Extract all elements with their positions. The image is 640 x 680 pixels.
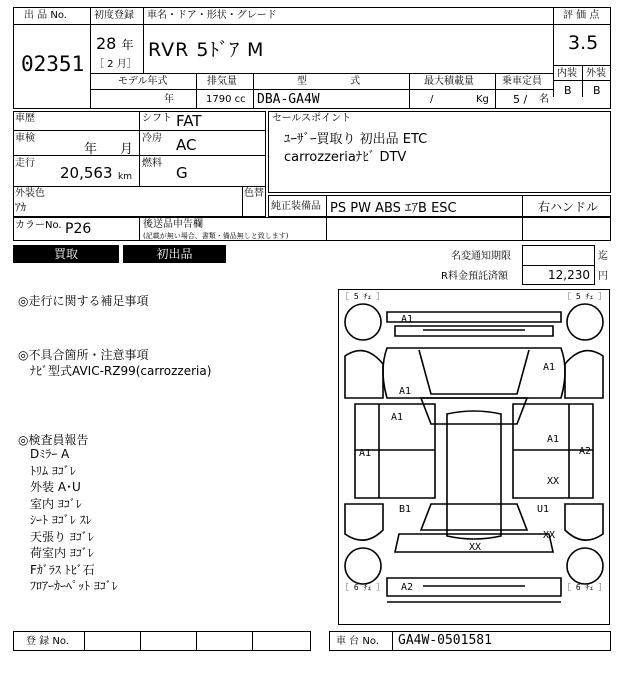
lot-no-label: 出 品 No. [24, 10, 67, 21]
flag-buy: 買取 [13, 245, 119, 263]
inspector-label: ◎検査員報告 [18, 433, 89, 447]
displacement-number: 1790 [206, 94, 232, 105]
mark-right-rear-door: XX [547, 476, 560, 487]
tire-rear-right: ［ 6 ﾁｪ ］ [563, 583, 607, 592]
lot-no: 02351 [21, 52, 85, 76]
deadline-box [522, 245, 595, 266]
color-no-value: P26 [65, 221, 92, 237]
mark-right-fender: A1 [543, 362, 556, 373]
mark-left-fender: A1 [399, 386, 412, 397]
sales-label: セールスポイント [272, 113, 352, 124]
flag-first: 初出品 [123, 245, 226, 263]
inspection-year: 年 [84, 142, 98, 157]
model-value: DBA-GA4W [257, 92, 320, 107]
mark-right-rear-xx: XX [543, 530, 556, 541]
capacity-label: 乗車定員 [502, 76, 542, 87]
inspection-label: 車検 [15, 133, 35, 144]
max-load-value: / [430, 94, 434, 105]
shift-label: シフト [142, 113, 172, 124]
driving-label: ◎走行に関する補足事項 [18, 294, 149, 308]
inspector-line: ｼｰﾄ ﾖｺﾞﾚ ｽﾚ [30, 513, 92, 527]
inspector-line: Fｶﾞﾗｽ ﾄﾋﾞ石 [30, 562, 95, 577]
sales-line-1: ﾕｰｻﾞｰ買取り 初出品 ETC [284, 132, 428, 147]
chassis-value: GA4W-0501581 [398, 633, 492, 648]
inspector-line: 室内 ﾖｺﾞﾚ [30, 496, 82, 511]
mark-front-bumper: A1 [401, 314, 414, 325]
docs-label: 後送品申告欄 [143, 219, 203, 230]
defects-line: ﾅﾋﾞ型式AVIC-RZ99(carrozzeria) [30, 364, 212, 378]
shift-value: FAT [176, 112, 202, 130]
deadline-unit: 迄 [598, 251, 608, 262]
mark-left-front-door: A1 [391, 412, 404, 423]
inspector-line: 荷室内 ﾖｺﾞﾚ [30, 546, 94, 560]
tire-front-right: ［ 5 ﾁｪ ］ [563, 292, 607, 301]
model-label: 型 式 [297, 76, 361, 87]
inspector-line: Dﾐﾗｰ A [30, 447, 70, 461]
mark-right-side: A2 [579, 446, 592, 457]
chassis-label: 車 台 No. [336, 636, 379, 647]
car-name: RVR 5ﾄﾞｱ M [148, 39, 265, 61]
fuel-label: 燃料 [142, 158, 162, 169]
first-reg-label: 初度登録 [94, 10, 134, 21]
inspector-list [30, 446, 118, 595]
mark-right-front-door: A1 [547, 434, 560, 445]
equipment-value: PS PW ABS ｴｱB ESC [330, 201, 457, 216]
ac-value: AC [176, 136, 197, 154]
car-name-label: 車名・ドア・形状・グレード [147, 10, 277, 21]
capacity-value: 5 / [513, 93, 528, 106]
inspection-month: 月 [120, 142, 134, 157]
interior-label: 内装 [557, 68, 577, 79]
deadline-label: 名変通知期限 [451, 251, 511, 262]
ac-label: 冷房 [142, 133, 162, 144]
tire-rear-left: ［ 6 ﾁｪ ］ [341, 583, 385, 592]
displacement-value [206, 94, 246, 105]
recycle-unit: 円 [598, 271, 608, 282]
recycle-value: 12,230 [548, 268, 590, 282]
recycle-label: R料金預託済額 [441, 271, 508, 282]
displacement-label: 排気量 [207, 76, 237, 87]
car-outline [339, 290, 609, 624]
defects-label: ◎不具合箇所・注意事項 [18, 348, 149, 362]
mileage-label: 走行 [15, 158, 35, 169]
score-label: 評 価 点 [563, 10, 600, 21]
car-diagram [338, 289, 610, 625]
tire-front-left: ［ 5 ﾁｪ ］ [341, 292, 385, 301]
sales-line-2: carrozzeriaﾅﾋﾞ DTV [284, 150, 407, 165]
year-unit: 年 [121, 38, 134, 52]
mileage-unit: km [118, 172, 132, 182]
mark-left-side: A1 [359, 448, 372, 459]
fuel-value: G [176, 164, 188, 182]
color-no-label: カラーNo. [15, 220, 62, 231]
mileage-value: 20,563 [60, 164, 113, 182]
inspector-line: ﾄﾘﾑ ﾖｺﾞﾚ [30, 463, 76, 478]
capacity-unit: 名 [539, 94, 549, 105]
mark-roof-rear: XX [469, 542, 482, 553]
first-reg-month: ［ 2 月］ [94, 59, 137, 70]
max-load-label: 最大積載量 [424, 76, 474, 87]
exterior-label: 外装 [586, 68, 606, 79]
first-reg-year [96, 34, 133, 53]
steering: 右ハンドル [538, 200, 599, 214]
color-label: 外装色 [15, 188, 45, 199]
mark-left-rear: B1 [399, 504, 412, 515]
interior-grade: B [564, 84, 572, 97]
color-change-label: 色替 [244, 188, 264, 199]
model-year-label: モデル年式 [118, 76, 168, 87]
score: 3.5 [568, 32, 599, 54]
year-number: 28 [96, 34, 117, 53]
history-label: 車歴 [15, 113, 35, 124]
mark-rear-bumper: A2 [401, 582, 414, 593]
equipment-label: 純正装備品 [271, 201, 321, 212]
displacement-unit: cc [234, 94, 246, 105]
inspector-line: ﾌﾛｱｰｶｰﾍﾟｯﾄ ﾖｺﾞﾚ [30, 579, 118, 593]
exterior-grade: B [593, 84, 601, 97]
model-year-unit: 年 [164, 94, 174, 105]
docs-note: (記載が無い場合、書類・備品無しと致します) [143, 232, 289, 240]
mark-right-rear-u: U1 [537, 504, 550, 515]
inspector-line: 天張り ﾖｺﾞﾚ [30, 529, 94, 544]
color-value: ｱｶ [15, 201, 26, 214]
reg-no-label: 登 録 No. [26, 636, 69, 647]
inspector-line: 外装 A･U [30, 480, 81, 494]
max-load-unit: Kg [476, 94, 489, 105]
